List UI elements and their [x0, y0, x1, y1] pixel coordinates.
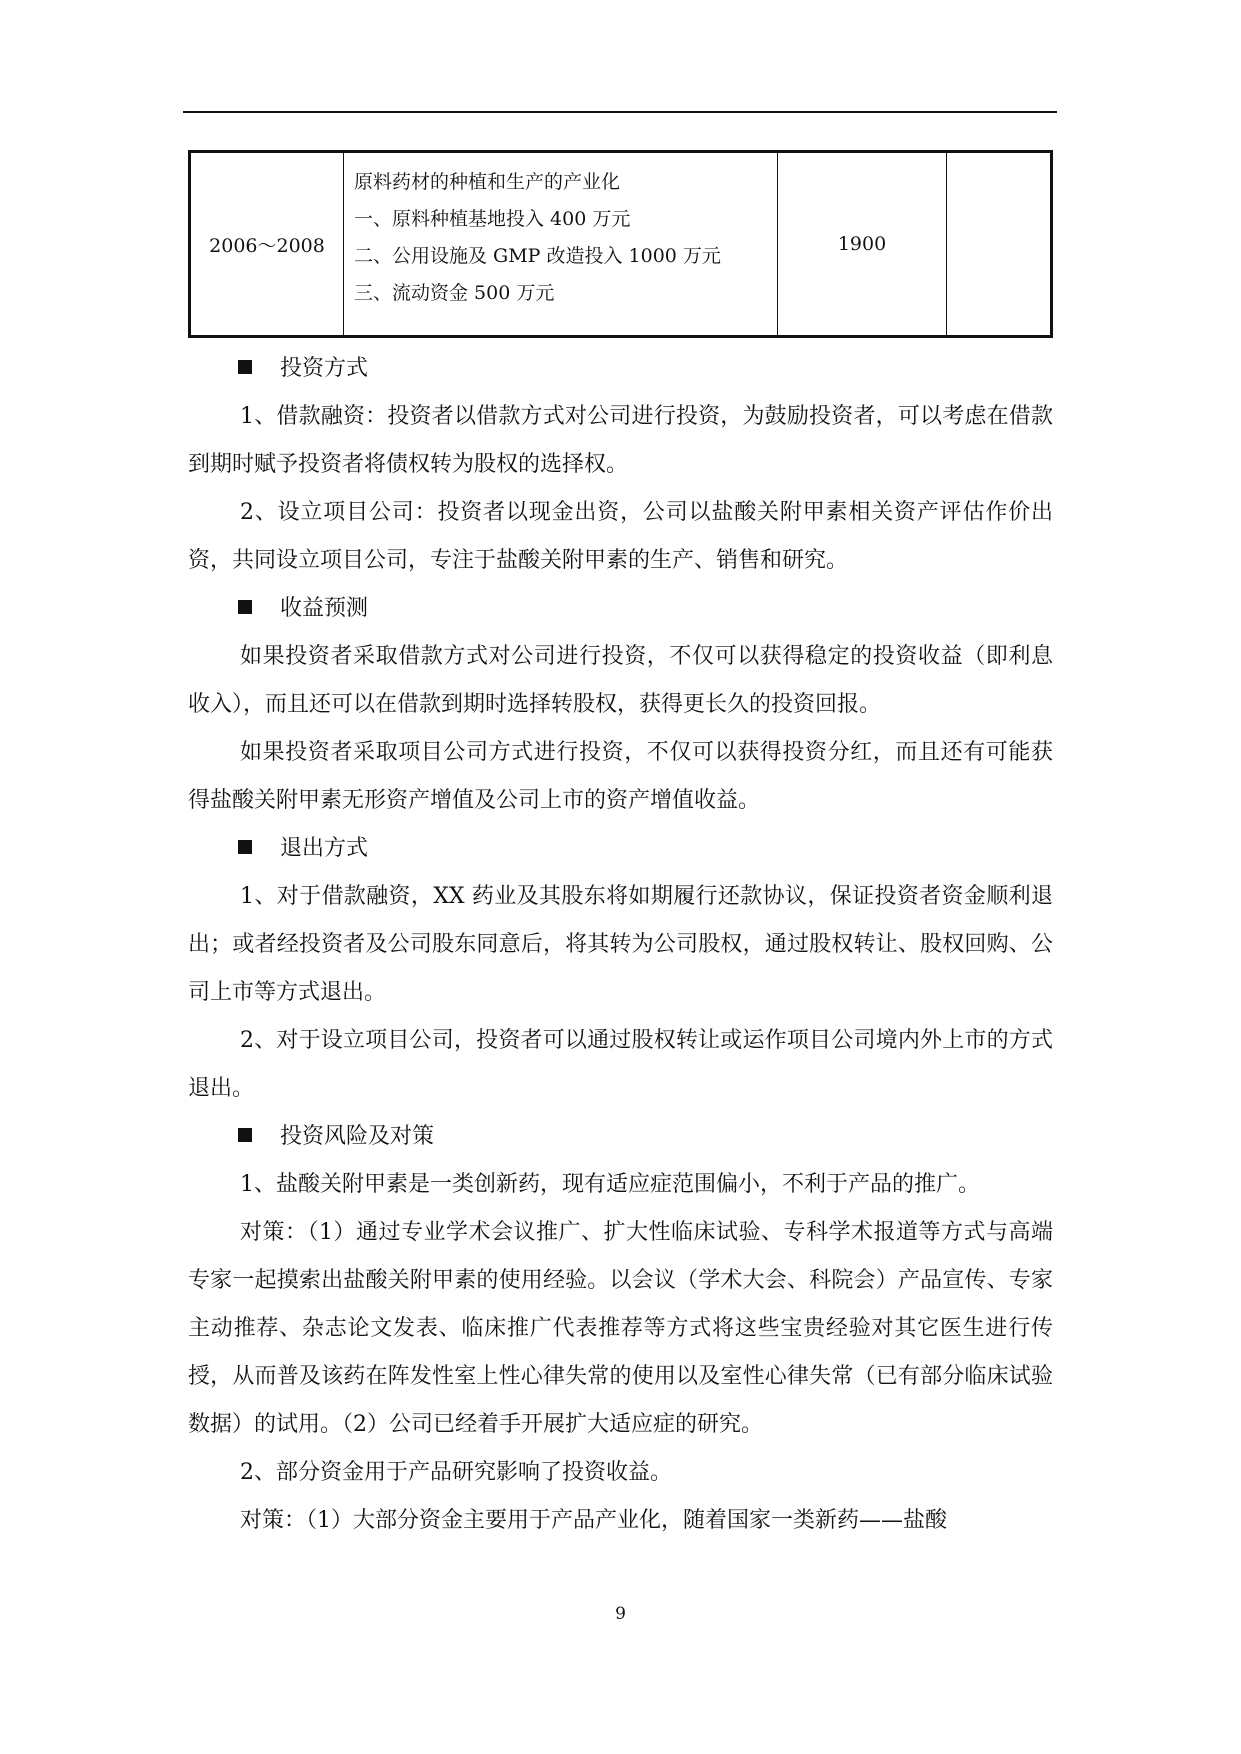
description-line: 三、流动资金 500 万元: [354, 282, 555, 304]
page-number: 9: [615, 1604, 626, 1624]
square-bullet-icon: [238, 1128, 252, 1142]
section-heading: [188, 585, 1053, 633]
paragraph: 2、设立项目公司：投资者以现金出资，公司以盐酸关附甲素相关资产评估作价出资，共同设立项目公司，专注于盐酸关附甲素的生产、销售和研究。: [188, 500, 1053, 573]
amount-cell: 1900: [778, 153, 947, 335]
document-body: [188, 345, 1053, 1545]
heading-text: 投资风险及对策: [280, 1124, 435, 1149]
paragraph: 如果投资者采取项目公司方式进行投资，不仅可以获得投资分红，而且还有可能获得盐酸关附甲素无形资产增值及公司上市的资产增值收益。: [188, 740, 1053, 813]
paragraph: 2、部分资金用于产品研究影响了投资收益。: [240, 1460, 672, 1485]
paragraph: 1、盐酸关附甲素是一类创新药，现有适应症范围偏小，不利于产品的推广。: [240, 1172, 980, 1197]
paragraph: 1、对于借款融资，XX 药业及其股东将如期履行还款协议，保证投资者资金顺利退出；或者经投资者及公司股东同意后，将其转为公司股权，通过股权转让、股权回购、公司上市等方式退出。: [188, 884, 1053, 1005]
paragraph: 如果投资者采取借款方式对公司进行投资，不仅可以获得稳定的投资收益（即利息收入），而且还可以在借款到期时选择转股权，获得更长久的投资回报。: [188, 644, 1053, 717]
header-rule: [183, 111, 1057, 113]
description-cell: [344, 153, 778, 335]
section-heading: [188, 1113, 1053, 1161]
paragraph: 对策：（1）通过专业学术会议推广、扩大性临床试验、专科学术报道等方式与高端专家一起摸索出盐酸关附甲素的使用经验。以会议（学术大会、科院会）产品宣传、专家主动推荐、杂志论文发表、临床推广代表推荐等方式将这些宝贵经验对其它医生进行传授，从而普及该药在阵发性室上性心律失常的使用以及室性心律失常（已有部分临床试验数据）的试用。（2）公司已经着手开展扩大适应症的研究。: [188, 1220, 1053, 1437]
heading-text: 退出方式: [280, 836, 369, 861]
table-row: [191, 153, 1050, 335]
description-line: 二、公用设施及 GMP 改造投入 1000 万元: [354, 245, 721, 267]
paragraph: 2、对于设立项目公司，投资者可以通过股权转让或运作项目公司境内外上市的方式退出。: [188, 1028, 1053, 1101]
square-bullet-icon: [238, 600, 252, 614]
heading-text: 投资方式: [280, 356, 369, 381]
paragraph: 对策：（1）大部分资金主要用于产品产业化，随着国家一类新药——盐酸: [240, 1508, 947, 1533]
heading-text: 收益预测: [280, 596, 369, 621]
square-bullet-icon: [238, 360, 252, 374]
square-bullet-icon: [238, 840, 252, 854]
description-line: 一、原料种植基地投入 400 万元: [354, 208, 631, 230]
section-heading: [188, 345, 1053, 393]
description-line: 原料药材的种植和生产的产业化: [354, 171, 621, 193]
paragraph: 1、借款融资：投资者以借款方式对公司进行投资，为鼓励投资者，可以考虑在借款到期时赋予投资者将债权转为股权的选择权。: [188, 404, 1053, 477]
note-cell: [947, 153, 1051, 335]
section-heading: [188, 825, 1053, 873]
period-cell: 2006～2008: [191, 153, 344, 335]
investment-table: [188, 150, 1053, 338]
